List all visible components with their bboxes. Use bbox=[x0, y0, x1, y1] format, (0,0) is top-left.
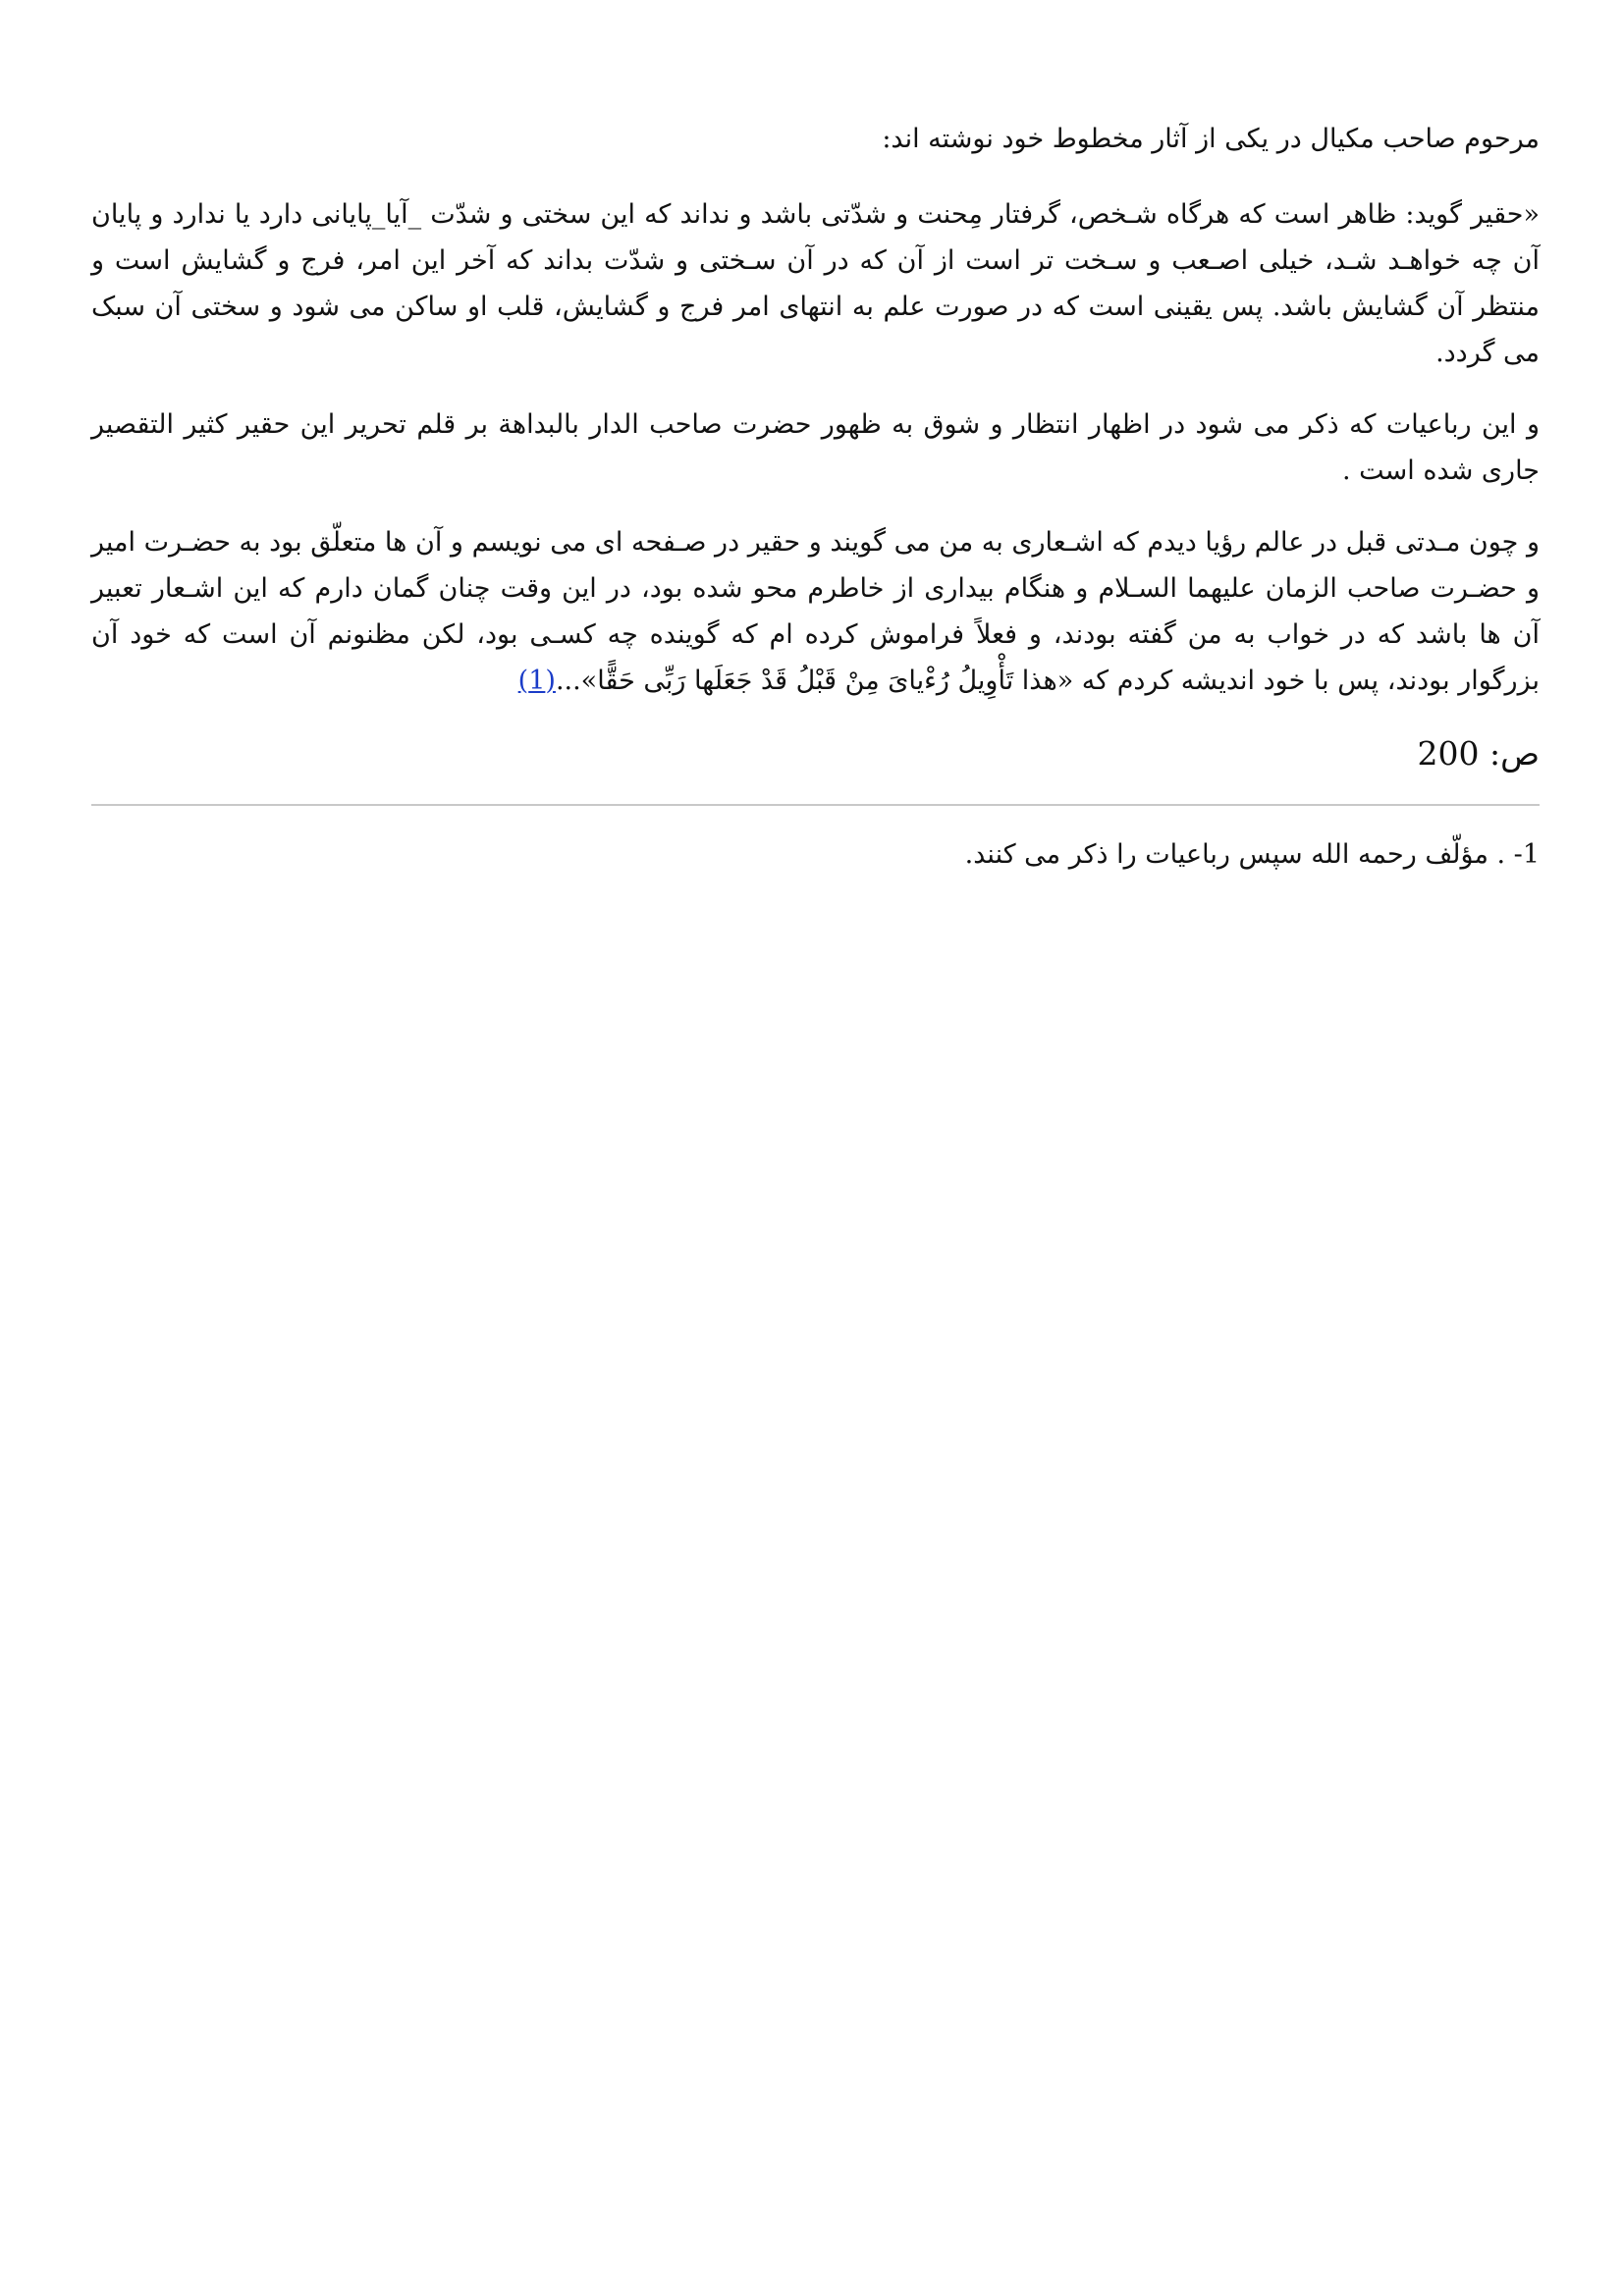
quatrains-paragraph: و این رباعیات که ذکر می شود در اظهار انتظار و شوق به ظهور حضرت صاحب الدار بالبداهة بر قلم تحریر این حقیر کثیر التقصیر جاری شده است . bbox=[91, 409, 1540, 486]
footnote-divider bbox=[91, 804, 1540, 806]
dream-paragraph bbox=[91, 519, 1540, 704]
intro-paragraph: مرحوم صاحب مکیال در یکی از آثار مخطوط خود نوشته اند: bbox=[882, 124, 1540, 154]
footnote: 1- . مؤلّف رحمه الله سپس رباعیات را ذکر می کنند. bbox=[964, 839, 1540, 870]
quran-verse: هذا تَأْوِیلُ رُءْیایَ مِنْ قَبْلُ قَدْ جَعَلَها رَبِّی حَقًّا bbox=[597, 666, 1057, 696]
footnote-ref-link[interactable]: (1) bbox=[517, 666, 556, 696]
dream-paragraph-text: و چون مـدتی قبل در عالم رؤیا دیدم که اشـعاری به من می گویند و حقیر در صـفحه ای می نویسم و آن ها متعلّق بود به حضـرت امیر و حضـرت صاحب الزمان علیهما السـلام و هنگام بیداری از خاطرم محو شده بود، در این وقت چنان گمان دارم که این اشـعار تعبیر آن ها باشد که در خواب به من گفته بودند، و فعلاً فراموش کرده ام که گوینده چه کسـی بود، لکن مظنونم آن است که خود آن بزرگوار بودند، پس با خود اندیشه کردم که « bbox=[91, 527, 1540, 696]
document-page bbox=[91, 116, 1540, 878]
quote-paragraph: «حقیر گوید: ظاهر است که هرگاه شـخص، گرفتار مِحنت و شدّتی باشد و نداند که این سختی و شدّت _آیا_پایانی دارد یا ندارد و پایان آن چه خواهـد شـد، خیلی اصـعب و سـخت تر است از آن که در آن سـختی و شدّت بداند که آخر این امر، فرج و گشایش است و منتظر آن گشایش باشد. پس یقینی است که در صورت علم به انتهای امر فرج و گشایش، قلب او ساکن می شود و سختی آن سبک می گردد. bbox=[91, 199, 1540, 368]
page-number: ص: 200 bbox=[1417, 734, 1540, 773]
dream-paragraph-end: »... bbox=[555, 666, 598, 696]
